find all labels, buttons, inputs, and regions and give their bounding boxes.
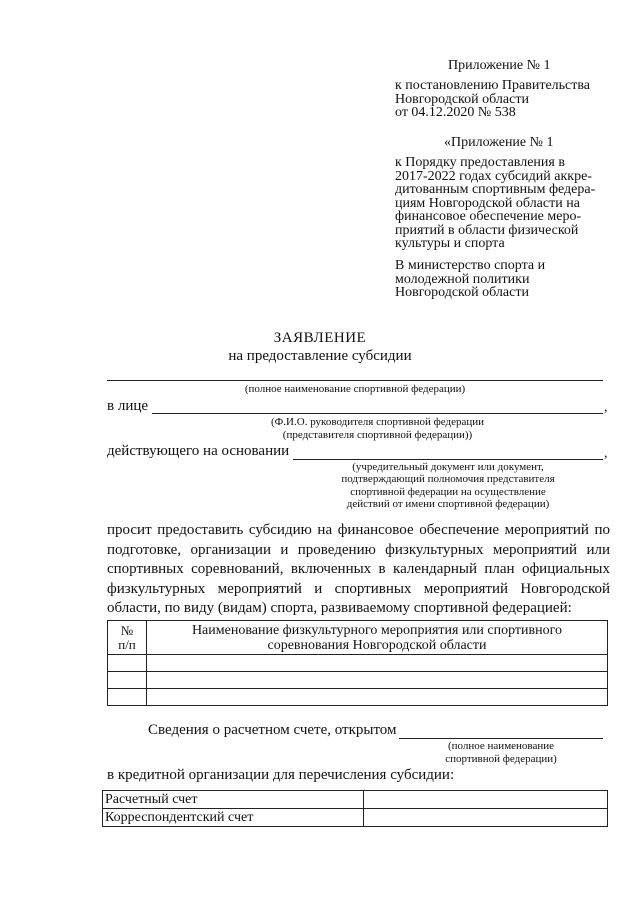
addressee-line: молодежной политики <box>395 271 530 287</box>
basis-comma: , <box>604 446 608 461</box>
addressee-line: В министерство спорта и <box>395 258 546 273</box>
inner-appendix-title: «Приложение № 1 <box>444 135 554 150</box>
col-number-header <box>108 621 147 655</box>
events-table <box>107 620 608 706</box>
account-row-value[interactable] <box>364 809 608 827</box>
table-cell-event[interactable] <box>147 672 608 689</box>
table-row <box>108 672 608 689</box>
appendix-reference <box>395 79 590 120</box>
col-number-line: п/п <box>118 636 136 652</box>
inner-ref-line: финансовое обеспечение меро- <box>395 209 582 224</box>
appendix-ref-line: Новгородской области <box>395 91 529 107</box>
basis-hint-line: (учредительный документ или документ, <box>352 461 544 473</box>
inner-ref-line: 2017-2022 годах субсидий аккре- <box>395 168 592 184</box>
federation-name-hint: (полное наименование спортивной федерации) <box>244 383 466 395</box>
appendix-title: Приложение № 1 <box>448 58 551 73</box>
table-cell-number[interactable] <box>108 689 147 706</box>
inner-ref-line: к Порядку предоставления в <box>395 155 565 170</box>
inner-ref-line: дитованным спортивным федера- <box>395 182 596 197</box>
account-row <box>103 791 608 809</box>
account-hint-line: (полное наименование <box>447 740 555 752</box>
col-event-line: соревнования Новгородской области <box>267 637 487 653</box>
inner-appendix-reference <box>395 156 595 251</box>
document-subtitle: на предоставление субсидии <box>228 348 412 364</box>
document-title: ЗАЯВЛЕНИЕ <box>273 330 367 346</box>
table-header-row <box>108 621 608 655</box>
person-hint-line: (Ф.И.О. руководителя спортивной федерации <box>270 416 485 428</box>
person-hint <box>152 416 603 442</box>
addressee-line: Новгородской области <box>395 285 529 300</box>
account-row-label: Расчетный счет <box>103 791 364 809</box>
table-cell-number[interactable] <box>108 672 147 689</box>
col-event-line: Наименование физкультурного мероприятия или спортивного <box>191 622 563 638</box>
table-cell-event[interactable] <box>147 655 608 672</box>
basis-hint-line: спортивной федерации на осуществление <box>350 485 546 498</box>
col-number-line: № <box>120 622 134 638</box>
basis-label: действующего на основании <box>107 443 290 459</box>
inner-ref-line: культуры и спорта <box>395 236 505 251</box>
col-event-name-header <box>147 621 608 655</box>
appendix-ref-line: от 04.12.2020 № 538 <box>395 105 516 120</box>
basis-hint-line: действий от имени спортивной федерации) <box>346 497 550 510</box>
table-row <box>108 655 608 672</box>
inner-ref-line: приятий в области физической <box>395 222 579 238</box>
inner-ref-line: циям Новгородской области на <box>395 195 580 211</box>
basis-hint <box>293 461 603 510</box>
person-comma: , <box>604 400 608 415</box>
account-label: Сведения о расчетном счете, открытом <box>148 722 397 738</box>
addressee <box>395 259 545 300</box>
person-hint-line: (представителя спортивной федерации)) <box>282 429 473 441</box>
account-row-label: Корреспондентский счет <box>103 809 364 827</box>
person-name-field[interactable] <box>152 413 603 414</box>
table-cell-number[interactable] <box>108 655 147 672</box>
table-row <box>108 689 608 706</box>
account-bank-hint <box>399 740 603 766</box>
table-cell-event[interactable] <box>147 689 608 706</box>
basis-document-field[interactable] <box>293 459 603 460</box>
person-label: в лице <box>107 398 149 414</box>
basis-hint-line: подтверждающий полномочия представителя <box>341 473 555 486</box>
account-row <box>103 809 608 827</box>
account-bank-field[interactable] <box>399 738 603 739</box>
account-continuation: в кредитной организации для перечисления субсидии: <box>107 767 455 783</box>
request-paragraph: просит предоставить субсидию на финансовое обеспечение мероприятий по подготовке, организации и проведению физкультурных мероприятий или спортивных соревнований, включенных в календарный план официальных физкультурных мероприятий и спортивных мероприятий Новгородской области, по виду (видам) спорта, развиваемому спортивной федерацией: <box>107 522 610 616</box>
account-table <box>102 790 608 827</box>
account-row-value[interactable] <box>364 791 608 809</box>
account-hint-line: спортивной федерации) <box>445 753 557 765</box>
appendix-ref-line: к постановлению Правительства <box>395 78 591 93</box>
federation-name-field[interactable] <box>107 380 603 381</box>
